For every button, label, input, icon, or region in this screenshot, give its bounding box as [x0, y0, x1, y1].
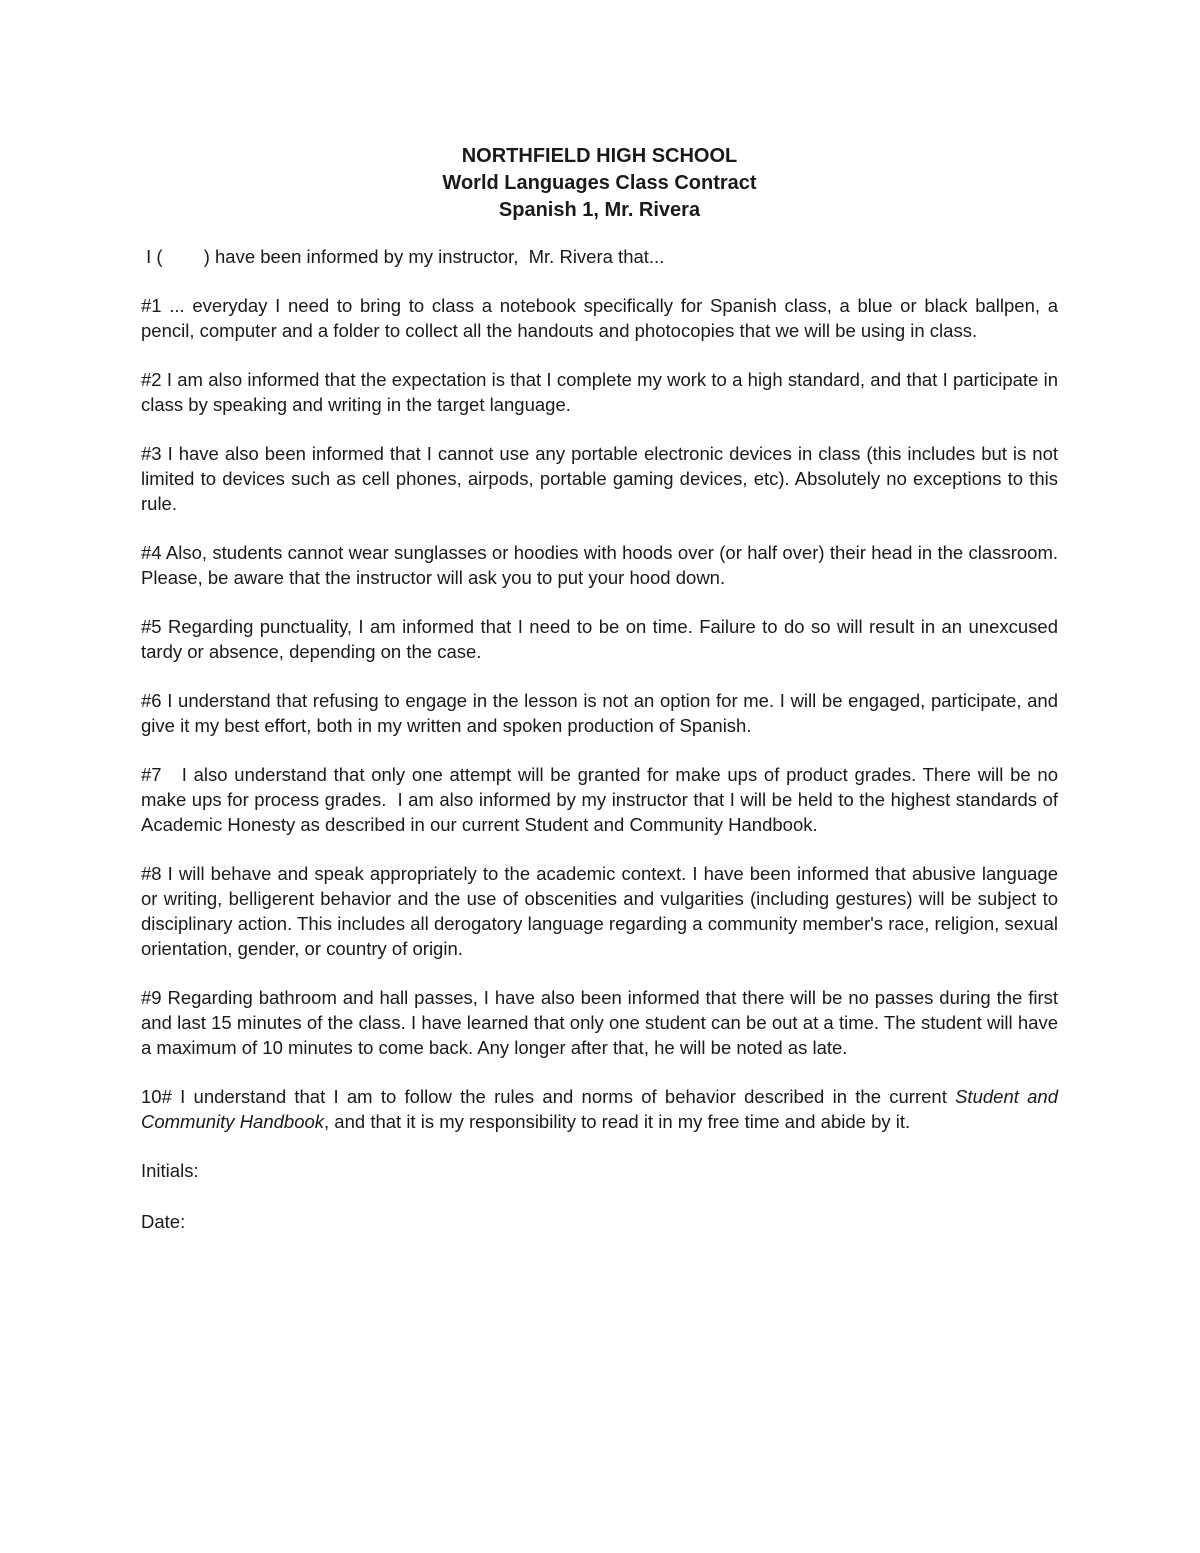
rule-8	[141, 861, 1058, 961]
rule-text: I also understand that only one attempt will be granted for make ups of product grades. There will be no make ups for process grades. I am also informed by my instructor that I will be held to the highest standards of Academic Honesty as described in our current Student and Community Handbook.	[141, 764, 1064, 835]
rule-number: #6	[141, 690, 162, 711]
rule-3	[141, 441, 1058, 516]
rule-number: #2	[141, 369, 162, 390]
course-line: Spanish 1, Mr. Rivera	[498, 199, 701, 221]
rule-number: #3	[141, 443, 162, 464]
document-header	[141, 143, 1058, 224]
rule-9	[141, 985, 1058, 1060]
initials-field: Initials:	[141, 1160, 199, 1181]
rule-10	[141, 1084, 1058, 1134]
rule-text-before: I understand that I am to follow the rules and norms of behavior described in the current	[171, 1086, 956, 1107]
rule-number: 10#	[141, 1086, 172, 1107]
rule-text: Also, students cannot wear sunglasses or hoodies with hoods over (or half over) their head in the classroom. Please, be aware that the instructor will ask you to put your hood down.	[141, 542, 1058, 588]
rule-text: I am also informed that the expectation is that I complete my work to a high standard, and that I participate in class by speaking and writing in the target language.	[141, 369, 1058, 415]
rule-number: #5	[141, 616, 162, 637]
rule-text: I have also been informed that I cannot use any portable electronic devices in class (this includes but is not limited to devices such as cell phones, airpods, portable gaming devices, etc). Absolutely no exceptions to this rule.	[141, 443, 1058, 514]
rule-5	[141, 614, 1058, 664]
handbook-title: Student and Community Handbook	[141, 1086, 1058, 1132]
rule-1	[141, 293, 1058, 343]
contract-title: World Languages Class Contract	[442, 172, 757, 194]
date-field: Date:	[141, 1211, 186, 1232]
school-name: NORTHFIELD HIGH SCHOOL	[461, 145, 738, 167]
contract-page	[141, 143, 1064, 1260]
rule-number: #8	[141, 863, 162, 884]
rule-text-after: , and that it is my responsibility to read it in my free time and abide by it.	[324, 1111, 911, 1132]
rule-text: Regarding bathroom and hall passes, I have also been informed that there will be no passes during the first and last 15 minutes of the class. I have learned that only one student can be out at a time. The student will have a maximum of 10 minutes to come back. Any longer after that, he will be noted as late.	[141, 987, 1058, 1058]
rule-2	[141, 367, 1058, 417]
rule-text: ... everyday I need to bring to class a notebook specifically for Spanish class, a blue or black ballpen, a pencil, computer and a folder to collect all the handouts and photocopies that we will be using in class.	[141, 295, 1058, 341]
rule-number: #7	[141, 764, 162, 785]
rule-number: #9	[141, 987, 162, 1008]
rule-text: I will behave and speak appropriately to the academic context. I have been informed that abusive language or writing, belligerent behavior and the use of obscenities and vulgarities (including gestures) will be subject to disciplinary action. This includes all derogatory language regarding a community member's race, religion, sexual orientation, gender, or country of origin.	[141, 863, 1058, 959]
rule-4	[141, 540, 1058, 590]
rule-number: #4	[141, 542, 162, 563]
rule-7	[141, 762, 1064, 837]
rule-text: Regarding punctuality, I am informed that I need to be on time. Failure to do so will result in an unexcused tardy or absence, depending on the case.	[141, 616, 1058, 662]
intro-statement: I ( ) have been informed by my instructor, Mr. Rivera that...	[141, 246, 665, 267]
rule-text: I understand that refusing to engage in the lesson is not an option for me. I will be engaged, participate, and give it my best effort, both in my written and spoken production of Spanish.	[141, 690, 1058, 736]
rule-6	[141, 688, 1058, 738]
rule-number: #1	[141, 295, 162, 316]
